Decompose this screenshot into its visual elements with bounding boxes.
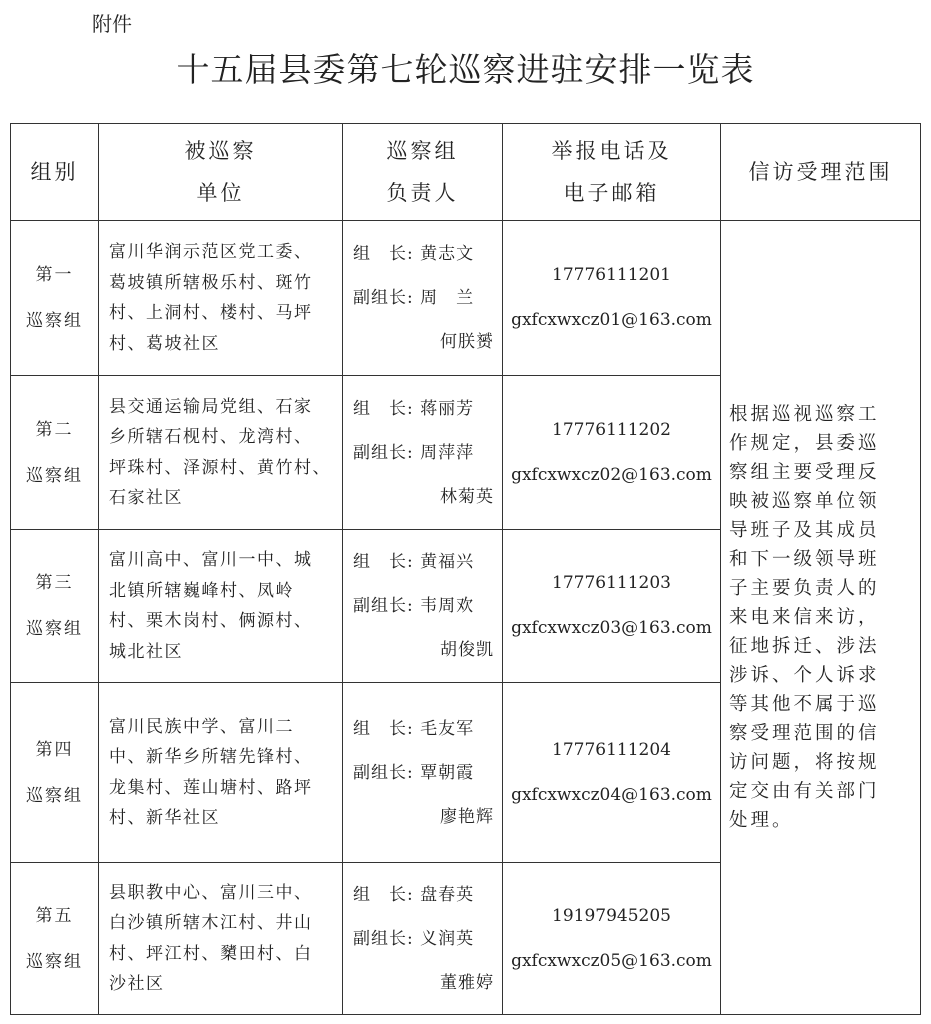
scope-line: 定交由有关部门 <box>729 781 880 802</box>
email-address: gxfcxwxcz04@163.com <box>511 784 712 805</box>
deputy-name: 董雅婷 <box>440 972 494 993</box>
group-line: 巡察组 <box>26 785 83 806</box>
scope-line: 等其他不属于巡 <box>729 694 880 715</box>
unit-line: 白沙镇所辖木江村、井山 <box>109 913 313 933</box>
group-line: 第三 <box>35 573 74 593</box>
group-cell <box>11 221 99 376</box>
unit-line: 石家社区 <box>109 488 183 508</box>
leader-name: 黄志文 <box>420 244 475 264</box>
email-address: gxfcxwxcz03@163.com <box>511 618 712 638</box>
deputy-name: 胡俊凯 <box>440 640 494 660</box>
scope-line: 映被巡察单位领 <box>729 491 880 512</box>
contact-cell <box>503 530 721 683</box>
leader-name: 毛友军 <box>420 718 475 739</box>
group-cell <box>11 683 99 863</box>
deputy-name: 韦周欢 <box>420 596 475 616</box>
scope-line: 来电来信来访， <box>729 607 880 628</box>
unit-line: 富川民族中学、富川二 <box>109 716 294 737</box>
header-line: 举报电话及 <box>551 139 672 163</box>
deputy-name: 义润英 <box>420 928 475 949</box>
inspected-unit-cell <box>99 863 343 1015</box>
deputy-label: 副组长: <box>353 288 414 308</box>
phone-number: 17776111203 <box>552 573 671 593</box>
email-address: gxfcxwxcz01@163.com <box>511 310 712 330</box>
unit-line: 坪珠村、泽源村、黄竹村、 <box>109 457 331 478</box>
unit-line: 县交通运输局党组、石家 <box>109 396 313 417</box>
unit-line: 村、新华社区 <box>109 808 220 828</box>
unit-line: 葛坡镇所辖极乐村、斑竹 <box>109 272 313 293</box>
deputy-name: 廖艳辉 <box>440 806 494 827</box>
unit-line: 村、栗木岗村、俩源村、 <box>109 611 313 631</box>
email-address: gxfcxwxcz05@163.com <box>511 950 712 971</box>
unit-line: 北镇所辖巍峰村、凤岭 <box>109 580 294 601</box>
attachment-label: 附件 <box>92 12 132 36</box>
phone-number: 17776111202 <box>552 419 671 440</box>
group-line: 巡察组 <box>26 619 83 639</box>
leader-cell <box>343 863 503 1015</box>
contact-cell <box>503 683 721 863</box>
deputy-label: 副组长: <box>353 596 414 616</box>
header-line: 负责人 <box>386 181 459 205</box>
inspected-unit-cell <box>99 221 343 376</box>
header-line: 被巡察 <box>184 139 257 163</box>
deputy-label: 副组长: <box>353 442 414 463</box>
table-header-row <box>11 124 921 221</box>
scope-line: 导班子及其成员 <box>729 520 880 541</box>
unit-line: 县职教中心、富川三中、 <box>109 882 313 903</box>
leader-label: 组 长: <box>353 884 414 905</box>
phone-number: 17776111201 <box>552 265 671 285</box>
scope-line: 根据巡视巡察工 <box>729 404 880 425</box>
email-address: gxfcxwxcz02@163.com <box>511 464 712 485</box>
scope-line: 征地拆迁、涉法 <box>729 636 880 657</box>
deputy-name: 何朕赟 <box>440 332 494 352</box>
leader-cell <box>343 376 503 530</box>
leader-name: 黄福兴 <box>420 552 475 572</box>
header-line: 巡察组 <box>386 139 459 163</box>
group-line: 巡察组 <box>26 951 83 972</box>
unit-line: 村、坪江村、櫫田村、白 <box>109 943 313 964</box>
scope-line: 访问题，将按规 <box>729 752 880 773</box>
contact-cell <box>503 863 721 1015</box>
unit-line: 城北社区 <box>109 641 183 662</box>
group-line: 第一 <box>35 265 74 285</box>
group-cell <box>11 530 99 683</box>
group-line: 第二 <box>35 419 74 440</box>
leader-label: 组 长: <box>353 244 414 264</box>
leader-label: 组 长: <box>353 718 414 739</box>
inspected-unit-cell <box>99 376 343 530</box>
contact-cell <box>503 376 721 530</box>
schedule-table <box>10 123 921 1015</box>
table-row <box>11 221 921 376</box>
unit-line: 沙社区 <box>109 974 165 994</box>
unit-line: 村、葛坡社区 <box>109 333 220 354</box>
unit-line: 龙集村、莲山塘村、路坪 <box>109 777 313 798</box>
header-unit <box>99 124 343 221</box>
group-cell <box>11 863 99 1015</box>
deputy-name: 周萍萍 <box>420 442 475 463</box>
header-group: 组别 <box>11 124 99 221</box>
header-contact <box>503 124 721 221</box>
leader-name: 蒋丽芳 <box>420 398 475 419</box>
inspected-unit-cell <box>99 683 343 863</box>
contact-cell <box>503 221 721 376</box>
group-line: 巡察组 <box>26 465 83 486</box>
group-cell <box>11 376 99 530</box>
unit-line: 富川华润示范区党工委、 <box>109 242 313 262</box>
scope-cell <box>721 221 921 1015</box>
page-title: 十五届县委第七轮巡察进驻安排一览表 <box>176 50 755 89</box>
scope-line: 察受理范围的信 <box>729 723 880 744</box>
leader-cell <box>343 530 503 683</box>
deputy-label: 副组长: <box>353 928 414 949</box>
leader-name: 盘春英 <box>420 884 475 905</box>
phone-number: 17776111204 <box>552 739 671 760</box>
scope-line: 作规定，县委巡 <box>729 433 880 454</box>
header-line: 电子邮箱 <box>563 181 660 205</box>
leader-label: 组 长: <box>353 398 414 419</box>
header-leader <box>343 124 503 221</box>
deputy-label: 副组长: <box>353 762 414 783</box>
phone-number: 19197945205 <box>552 905 671 926</box>
group-line: 第五 <box>35 905 74 926</box>
deputy-name: 周 兰 <box>420 288 475 308</box>
scope-line: 处理。 <box>729 810 794 831</box>
deputy-name: 覃朝霞 <box>420 762 475 783</box>
inspected-unit-cell <box>99 530 343 683</box>
scope-line: 子主要负责人的 <box>729 578 880 599</box>
unit-line: 富川高中、富川一中、城 <box>109 550 313 570</box>
scope-line: 和下一级领导班 <box>729 549 880 570</box>
scope-line: 涉诉、个人诉求 <box>729 665 880 686</box>
group-line: 巡察组 <box>26 311 83 331</box>
group-line: 第四 <box>35 739 74 760</box>
leader-cell <box>343 221 503 376</box>
header-scope: 信访受理范围 <box>721 124 921 221</box>
deputy-name: 林菊英 <box>440 486 494 507</box>
scope-line: 察组主要受理反 <box>729 462 880 483</box>
unit-line: 村、上洞村、楼村、马坪 <box>109 303 313 323</box>
header-line: 单位 <box>196 181 245 205</box>
leader-label: 组 长: <box>353 552 414 572</box>
unit-line: 中、新华乡所辖先锋村、 <box>109 747 313 767</box>
unit-line: 乡所辖石枧村、龙湾村、 <box>109 427 313 447</box>
leader-cell <box>343 683 503 863</box>
